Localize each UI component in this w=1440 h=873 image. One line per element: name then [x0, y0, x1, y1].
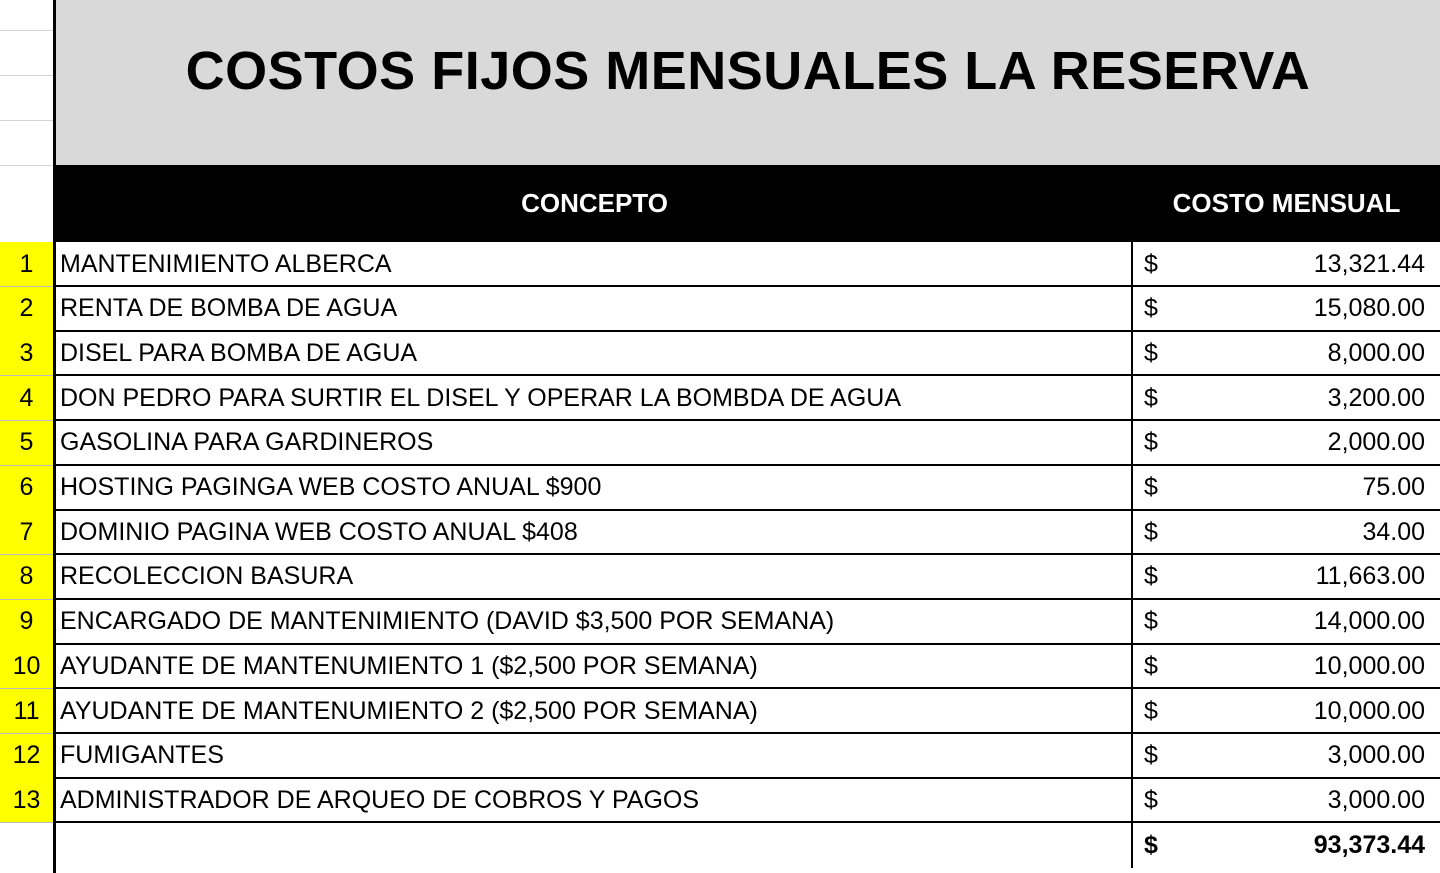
row-number-cell[interactable]: 2	[0, 287, 53, 331]
currency-symbol: $	[1144, 338, 1158, 367]
currency-symbol: $	[1144, 607, 1158, 636]
column-separator	[1131, 644, 1133, 689]
costo-cell[interactable]: 3,200.00	[1327, 383, 1425, 412]
column-separator	[1131, 510, 1133, 555]
currency-symbol: $	[1144, 785, 1158, 814]
column-separator	[1131, 823, 1133, 868]
column-separator	[1131, 242, 1133, 287]
costo-cell[interactable]: 10,000.00	[1313, 651, 1425, 680]
row-number-cell[interactable]: 12	[0, 734, 53, 778]
concepto-cell[interactable]: AYUDANTE DE MANTENUMIENTO 1 ($2,500 POR SEMANA)	[60, 651, 758, 680]
table-row	[0, 376, 1440, 421]
currency-symbol: $	[1144, 428, 1158, 457]
currency-symbol: $	[1144, 473, 1158, 501]
column-separator	[1131, 376, 1133, 421]
costo-cell[interactable]: 3,000.00	[1327, 785, 1425, 814]
column-separator	[1131, 600, 1133, 645]
table-row	[0, 644, 1440, 689]
gutter-gridline	[0, 120, 54, 121]
header-concepto[interactable]: CONCEPTO	[521, 188, 668, 218]
title-cell[interactable]	[56, 0, 1440, 165]
gutter-gridline	[0, 165, 54, 166]
row-number-cell[interactable]: 1	[0, 242, 53, 286]
concepto-cell[interactable]: AYUDANTE DE MANTENUMIENTO 2 ($2,500 POR SEMANA)	[60, 696, 758, 725]
concepto-cell[interactable]: GASOLINA PARA GARDINEROS	[60, 428, 434, 457]
total-row	[0, 823, 1440, 868]
costo-cell[interactable]: 10,000.00	[1313, 696, 1425, 725]
gutter-gridline	[0, 75, 54, 76]
costo-cell[interactable]: 8,000.00	[1327, 338, 1425, 367]
costo-cell[interactable]: 3,000.00	[1327, 741, 1425, 770]
concepto-cell[interactable]: ENCARGADO DE MANTENIMIENTO (DAVID $3,500 POR SEMANA)	[60, 607, 835, 636]
currency-symbol: $	[1144, 383, 1158, 412]
currency-symbol: $	[1144, 741, 1158, 770]
column-separator	[1131, 421, 1133, 466]
column-separator	[1131, 466, 1133, 511]
concepto-cell[interactable]: RECOLECCION BASURA	[60, 562, 354, 591]
costo-cell[interactable]: 15,080.00	[1313, 294, 1425, 323]
row-number-cell[interactable]: 10	[0, 644, 53, 688]
row-number-cell[interactable]: 6	[0, 466, 53, 510]
column-separator	[1131, 331, 1133, 376]
concepto-cell[interactable]: RENTA DE BOMBA DE AGUA	[60, 294, 398, 323]
table-row	[0, 510, 1440, 555]
currency-symbol: $	[1144, 294, 1158, 323]
row-number-cell[interactable]: 9	[0, 600, 53, 644]
column-separator	[1131, 778, 1133, 823]
total-cell[interactable]: 93,373.44	[1313, 830, 1425, 859]
row-number-cell[interactable]: 3	[0, 331, 53, 375]
table-row	[0, 689, 1440, 734]
row-number-cell[interactable]: 13	[0, 778, 53, 822]
page-title: COSTOS FIJOS MENSUALES LA RESERVA	[185, 40, 1311, 101]
costo-cell[interactable]: 11,663.00	[1315, 562, 1425, 591]
column-separator	[1131, 689, 1133, 734]
currency-symbol: $	[1144, 651, 1158, 680]
costo-cell[interactable]: 13,321.44	[1313, 249, 1425, 278]
concepto-cell[interactable]: MANTENIMIENTO ALBERCA	[60, 249, 392, 278]
costo-cell[interactable]: 2,000.00	[1327, 428, 1425, 457]
currency-symbol: $	[1144, 696, 1158, 725]
row-number-cell[interactable]: 8	[0, 555, 53, 599]
table-row	[0, 287, 1440, 332]
column-separator	[1131, 555, 1133, 600]
column-separator	[1131, 734, 1133, 779]
costo-cell[interactable]: 14,000.00	[1313, 607, 1425, 636]
table-row	[0, 331, 1440, 376]
table-row	[0, 778, 1440, 823]
table-row	[0, 734, 1440, 779]
concepto-cell[interactable]: DISEL PARA BOMBA DE AGUA	[60, 338, 418, 367]
row-number-cell[interactable]: 7	[0, 510, 53, 554]
table-row	[0, 242, 1440, 287]
table-row	[0, 600, 1440, 645]
table-header	[56, 165, 1440, 242]
gutter-gridline	[0, 30, 54, 31]
table-row	[0, 421, 1440, 466]
currency-symbol: $	[1144, 517, 1158, 546]
concepto-cell[interactable]: ADMINISTRADOR DE ARQUEO DE COBROS Y PAGOS	[60, 785, 700, 814]
header-costo-mensual[interactable]: COSTO MENSUAL	[1172, 188, 1401, 218]
currency-symbol: $	[1144, 830, 1158, 859]
table-row	[0, 466, 1440, 511]
row-number-cell[interactable]: 4	[0, 376, 53, 420]
gutter-border	[53, 0, 56, 873]
costo-cell[interactable]: 75.00	[1362, 473, 1425, 501]
concepto-cell[interactable]: DON PEDRO PARA SURTIR EL DISEL Y OPERAR LA BOMBDA DE AGUA	[60, 383, 902, 412]
currency-symbol: $	[1144, 562, 1158, 591]
table-row	[0, 555, 1440, 600]
concepto-cell[interactable]: FUMIGANTES	[60, 741, 224, 770]
column-separator	[1131, 287, 1133, 332]
costo-cell[interactable]: 34.00	[1362, 517, 1425, 546]
currency-symbol: $	[1144, 249, 1158, 278]
row-number-cell[interactable]: 11	[0, 689, 53, 733]
concepto-cell[interactable]: DOMINIO PAGINA WEB COSTO ANUAL $408	[60, 517, 578, 546]
row-number-cell[interactable]: 5	[0, 421, 53, 465]
concepto-cell[interactable]: HOSTING PAGINGA WEB COSTO ANUAL $900	[60, 473, 602, 501]
